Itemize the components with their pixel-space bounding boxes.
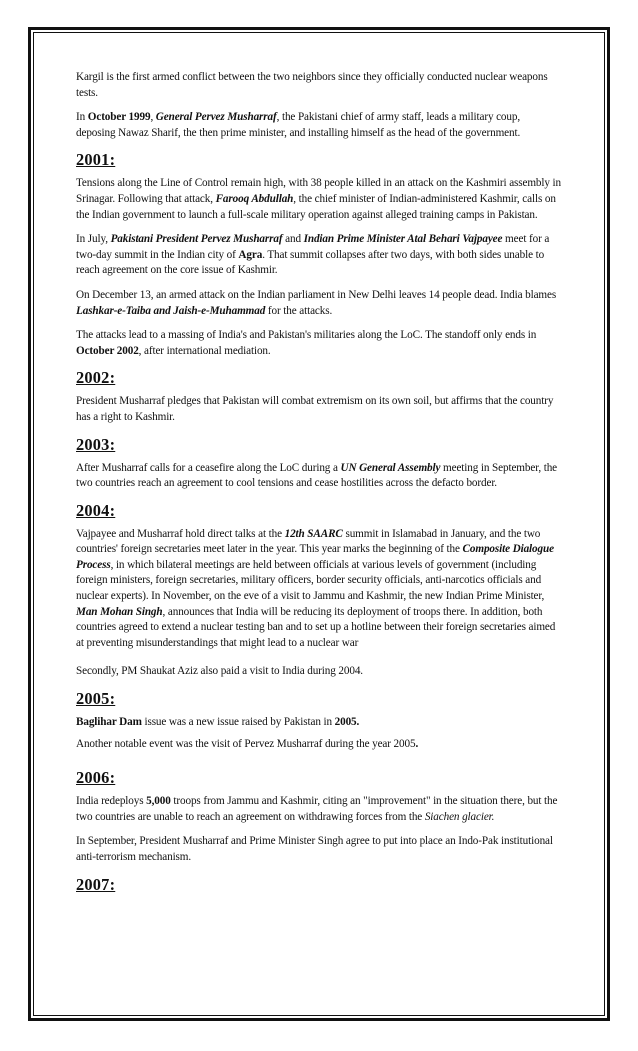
document-body [76,70,562,901]
heading-2006: 2006: [76,768,116,788]
paragraph-2005-visit: Another notable event was the visit of Pervez Musharraf during the year 2005. [76,737,419,750]
paragraph-2003: After Musharraf calls for a ceasefire along the LoC during a UN General Assembly meeting in September, the two countries reach an agreement to cool tensions and cease hostilities across the defacto border. [76,461,558,490]
paragraph-2006-troops: India redeploys 5,000 troops from Jammu and Kashmir, citing an "improvement" in the situation there, but the two countries are unable to reach an agreement on withdrawing forces from the Siachen glacier. [76,795,558,823]
heading-2001: 2001: [76,150,116,170]
heading-2003: 2003: [76,434,116,454]
paragraph-baglihar: Baglihar Dam issue was a new issue raised by Pakistan in 2005. [76,716,360,729]
heading-2002: 2002: [76,368,116,388]
paragraph-kargil: Kargil is the first armed conflict between the two neighbors since they officially conducted nuclear weapons tests. [76,71,548,99]
paragraph-agra-summit: In July, Pakistani President Pervez Musharraf and Indian Prime Minister Atal Behari Vajpayee meet for a two-day summit in the Indian city of Agra. That summit collapses after two days, with both sides unable to reach agreement on the core issue of Kashmir. [76,233,550,277]
paragraph-tensions-2001: Tensions along the Line of Control remain high, with 38 people killed in an attack on the Kashmiri assembly in Srinagar. Following that attack, Farooq Abdullah, the chief minister of Indian-administered Kashmir, calls on the Indian government to launch a full-scale military operation against alleged training camps in Pakistan. [76,177,562,221]
paragraph-2006-mechanism: In September, President Musharraf and Prime Minister Singh agree to put into place an Indo-Pak institutional anti-terrorism mechanism. [76,835,553,863]
paragraph-standoff: The attacks lead to a massing of India's and Pakistan's militaries along the LoC. The standoff only ends in October 2002, after international mediation. [76,329,537,357]
heading-2007: 2007: [76,874,116,894]
paragraph-2004-talks: Vajpayee and Musharraf hold direct talks at the 12th SAARC summit in Islamabad in January, and the two countries' foreign secretaries meet later in the year. This year marks the beginning of the Composite Dialogue Process, in which bilateral meetings are held between officials at various levels of government (including foreign ministers, foreign secretaries, military officers, border security officials, anti-narcotics officials and nuclear experts). In November, on the eve of a visit to Jammu and Kashmir, the new Indian Prime Minister, Man Mohan Singh, announces that India will be reducing its deployment of troops there. In addition, both countries agreed to extend a nuclear testing ban and to set up a hotline between their foreign secretaries aimed at preventing misunderstandings that might lead to a nuclear war [76,527,556,649]
paragraph-parliament-attack: On December 13, an armed attack on the Indian parliament in New Delhi leaves 14 people dead. India blames Lashkar-e-Taiba and Jaish-e-Muhammad for the attacks. [76,288,557,317]
heading-2005: 2005: [76,689,116,709]
heading-2004: 2004: [76,500,116,520]
paragraph-2004-aziz: Secondly, PM Shaukat Aziz also paid a visit to India during 2004. [76,665,363,678]
paragraph-2002: President Musharraf pledges that Pakistan will combat extremism on its own soil, but affirms that the country has a right to Kashmir. [76,395,554,423]
paragraph-coup-1999: In October 1999, General Pervez Musharraf, the Pakistani chief of army staff, leads a military coup, deposing Nawaz Sharif, the then prime minister, and installing himself as the head of the government. [76,111,521,139]
